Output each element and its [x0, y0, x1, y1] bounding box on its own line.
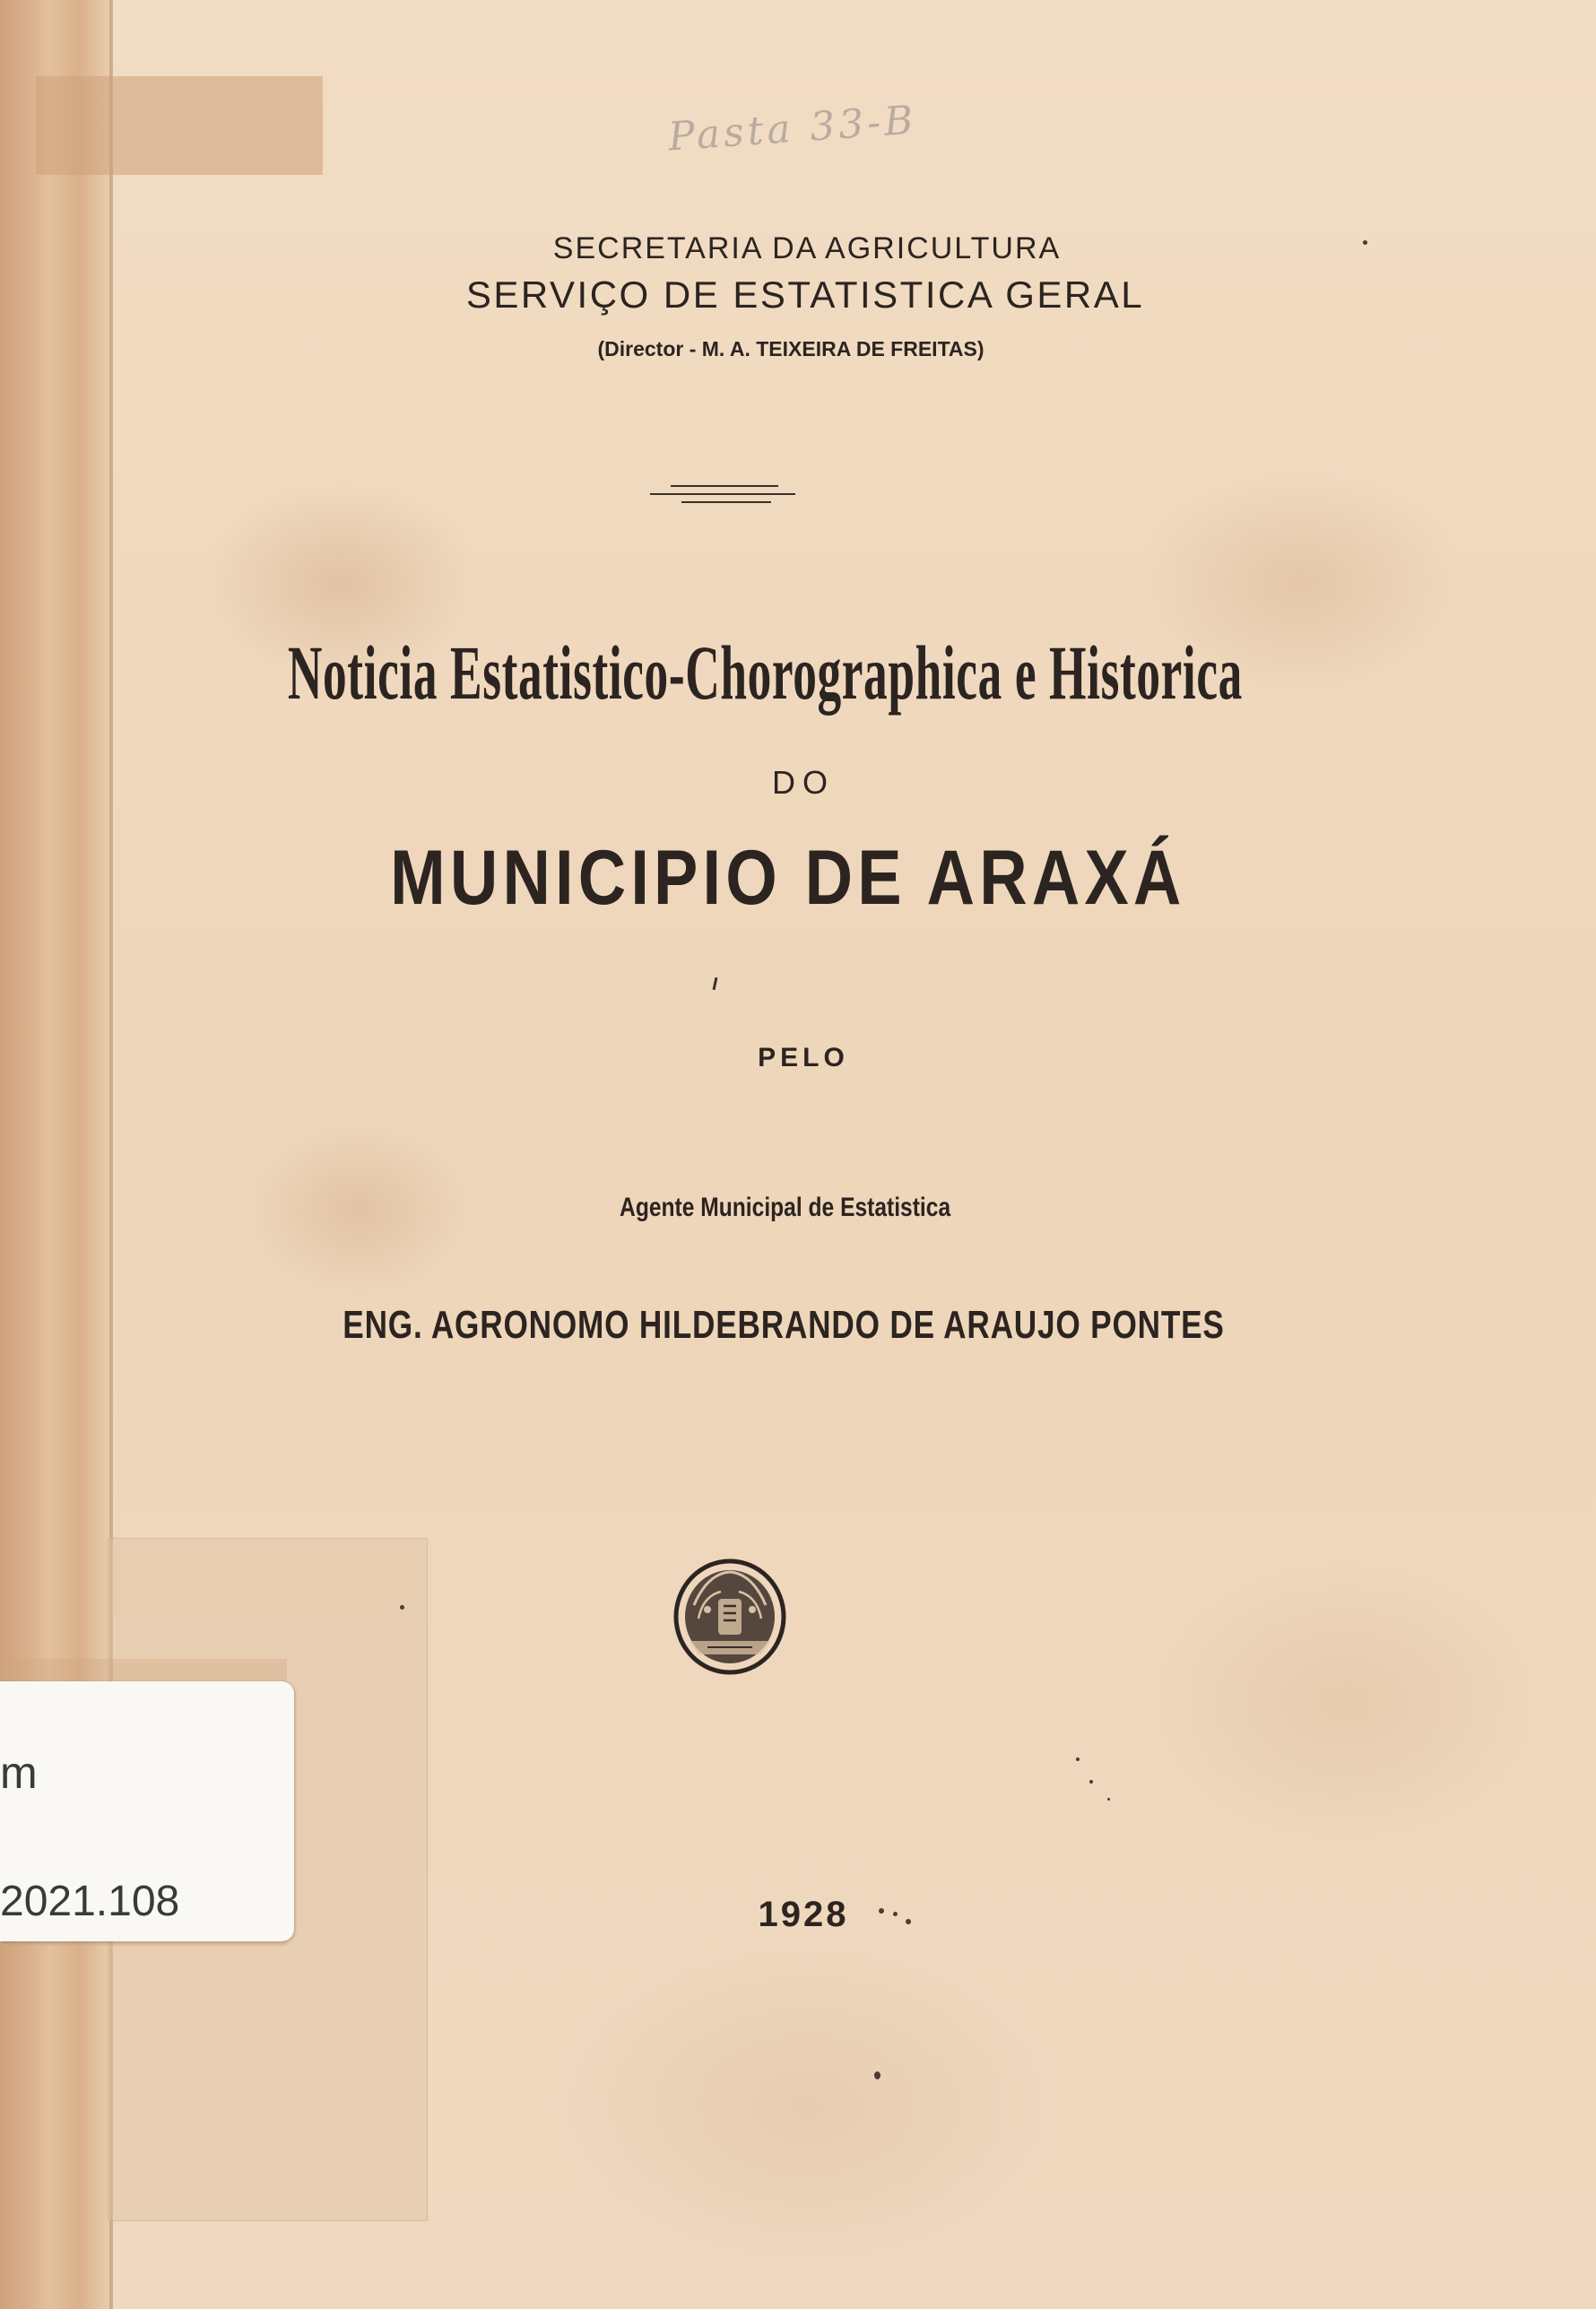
- ink-speck: [893, 1912, 898, 1916]
- ink-speck: [1363, 240, 1367, 245]
- header-secretaria: SECRETARIA DA AGRICULTURA: [552, 231, 1062, 265]
- ink-speck: [906, 1919, 911, 1924]
- coat-of-arms-seal-icon: [672, 1556, 788, 1677]
- ink-speck: [1089, 1780, 1093, 1784]
- header-servico: SERVIÇO DE ESTATISTICA GERAL: [465, 273, 1145, 316]
- ink-speck: [400, 1605, 404, 1610]
- header-director: (Director - M. A. TEIXEIRA DE FREITAS): [597, 337, 984, 360]
- divider-rule: [650, 493, 795, 495]
- ink-mark: [713, 977, 718, 990]
- municipality-title: MUNICIPIO DE ARAXÁ: [390, 835, 1186, 921]
- book-title: Noticia Estatistico-Chorographica e Historica: [287, 629, 1243, 716]
- title-connector: DO: [772, 764, 835, 801]
- divider-rule: [681, 501, 771, 503]
- library-label-callnumber: 2021.108: [0, 1878, 180, 1925]
- library-label-line1: m: [0, 1748, 38, 1798]
- credit-by: PELO: [758, 1043, 849, 1072]
- divider-rule: [671, 485, 778, 487]
- ink-speck: [1076, 1758, 1080, 1761]
- tape-patch-top: [36, 76, 323, 175]
- publication-year: 1928: [758, 1895, 849, 1934]
- handwritten-note: Pasta 33-B: [666, 97, 918, 161]
- ink-speck: [874, 2071, 880, 2079]
- ink-speck: [1107, 1798, 1110, 1801]
- credit-author: ENG. AGRONOMO HILDEBRANDO DE ARAUJO PONTES: [343, 1303, 1225, 1347]
- credit-role: Agente Municipal de Estatistica: [620, 1193, 951, 1222]
- ink-speck: [879, 1908, 884, 1914]
